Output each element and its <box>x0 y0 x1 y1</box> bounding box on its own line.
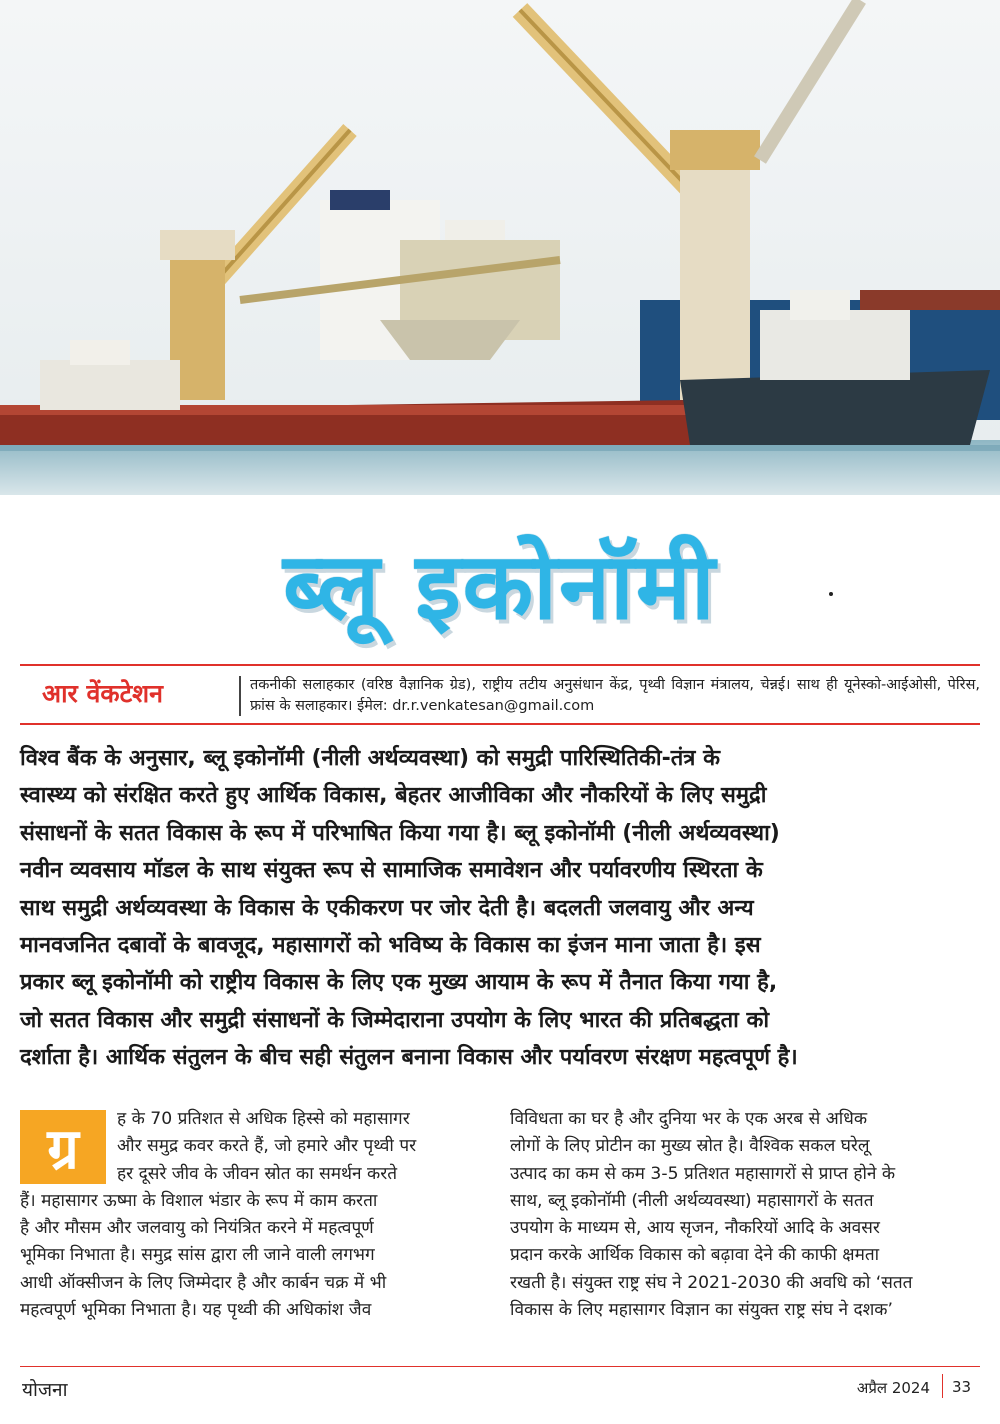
body-line: महत्वपूर्ण भूमिका निभाता है। यह पृथ्वी की अधिकांश जैव <box>20 1300 372 1321</box>
intro-paragraph <box>20 740 980 1077</box>
body-line: उत्पाद का कम से कम 3-5 प्रतिशत महासागरों से प्राप्त होने के <box>510 1163 896 1184</box>
hero-ship-photo <box>0 0 1000 495</box>
body-line: साथ, ब्लू इकोनॉमी (नीली अर्थव्यवस्था) महासागरों के सतत <box>510 1190 874 1211</box>
author-bio: तकनीकी सलाहकार (वरिष्ठ वैज्ञानिक ग्रेड), राष्ट्रीय तटीय अनुसंधान केंद्र, पृथ्वी विज्ञान मंत्रालय, चेन्नई। साथ ही यूनेस्को-आईओसी, पेरिस, फ्रांस के सलाहकार। ईमेल: dr.r.venkatesan@gmail.com <box>250 677 980 714</box>
body-line: लोगों के लिए प्रोटीन का मुख्य स्रोत है। वैश्विक सकल घरेलू <box>510 1136 870 1157</box>
body-line: है और मौसम और जलवायु को नियंत्रित करने में महत्वपूर्ण <box>20 1218 374 1239</box>
intro-line: दर्शाता है। आर्थिक संतुलन के बीच सही संतुलन बनाना विकास और पर्यावरण संरक्षण महत्वपूर्ण है। <box>20 1045 798 1071</box>
body-column-right <box>510 1106 972 1324</box>
decorative-dot <box>829 592 833 596</box>
intro-line: जो सतत विकास और समुद्री संसाधनों के जिम्मेदाराना उपयोग के लिए भारत की प्रतिबद्धता को <box>20 1007 770 1033</box>
body-line: हैं। महासागर ऊष्मा के विशाल भंडार के रूप में काम करता <box>20 1190 378 1211</box>
magazine-name: योजना <box>22 1379 68 1401</box>
intro-line: संसाधनों के सतत विकास के रूप में परिभाषित किया गया है। ब्लू इकोनॉमी (नीली अर्थव्यवस्था) <box>20 820 780 846</box>
author-name: आर वेंकटेशन <box>42 679 164 708</box>
body-line: विविधता का घर है और दुनिया भर के एक अरब से अधिक <box>510 1109 868 1129</box>
intro-line: विश्व बैंक के अनुसार, ब्लू इकोनॉमी (नीली अर्थव्यवस्था) को समुद्री पारिस्थितिकी-तंत्र के <box>20 746 720 771</box>
dropcap: ग्र <box>20 1110 106 1184</box>
body-line: आधी ऑक्सीजन के लिए जिम्मेदार है और कार्बन चक्र में भी <box>20 1272 387 1293</box>
page-number: 33 <box>952 1378 972 1396</box>
body-line: और समुद्र कवर करते हैं, जो हमारे और पृथ्वी पर <box>117 1136 417 1157</box>
issue-date: अप्रैल 2024 <box>856 1379 930 1397</box>
footer-separator <box>942 1374 943 1398</box>
intro-line: प्रकार ब्लू इकोनॉमी को राष्ट्रीय विकास के लिए एक मुख्य आयाम के रूप में तैनात किया गया है, <box>20 970 778 996</box>
article-title: ब्लू इकोनॉमी <box>283 533 717 640</box>
author-separator <box>239 676 241 716</box>
intro-line: साथ समुद्री अर्थव्यवस्था के विकास के एकीकरण पर जोर देती है। बदलती जलवायु और अन्य <box>20 895 754 921</box>
author-rule-top <box>20 664 980 666</box>
body-line: ह के 70 प्रतिशत से अधिक हिस्से को महासागर <box>117 1109 410 1129</box>
body-line: रखती है। संयुक्त राष्ट्र संघ ने 2021-2030 की अवधि को ‘सतत <box>510 1272 913 1293</box>
body-line: हर दूसरे जीव के जीवन स्रोत का समर्थन करते <box>117 1163 398 1184</box>
body-line: भूमिका निभाता है। समुद्र सांस द्वारा ली जाने वाली लगभग <box>20 1245 375 1266</box>
body-line: विकास के लिए महासागर विज्ञान का संयुक्त राष्ट्र संघ ने दशक’ <box>510 1300 893 1321</box>
footer-rule <box>20 1366 980 1367</box>
intro-line: स्वास्थ्य को संरक्षित करते हुए आर्थिक विकास, बेहतर आजीविका और नौकरियों के लिए समुद्री <box>20 783 767 809</box>
body-column-left <box>20 1106 482 1324</box>
intro-line: नवीन व्यवसाय मॉडल के साथ संयुक्त रूप से सामाजिक समावेशन और पर्यावरणीय स्थिरता के <box>20 858 763 884</box>
intro-line: मानवजनित दबावों के बावजूद, महासागरों को भविष्य के विकास का इंजन माना जाता है। इस <box>20 933 761 959</box>
body-line: प्रदान करके आर्थिक विकास को बढ़ावा देने की काफी क्षमता <box>510 1245 880 1266</box>
author-rule-bottom <box>20 723 980 725</box>
body-line: उपयोग के माध्यम से, आय सृजन, नौकरियों आदि के अवसर <box>510 1218 880 1239</box>
